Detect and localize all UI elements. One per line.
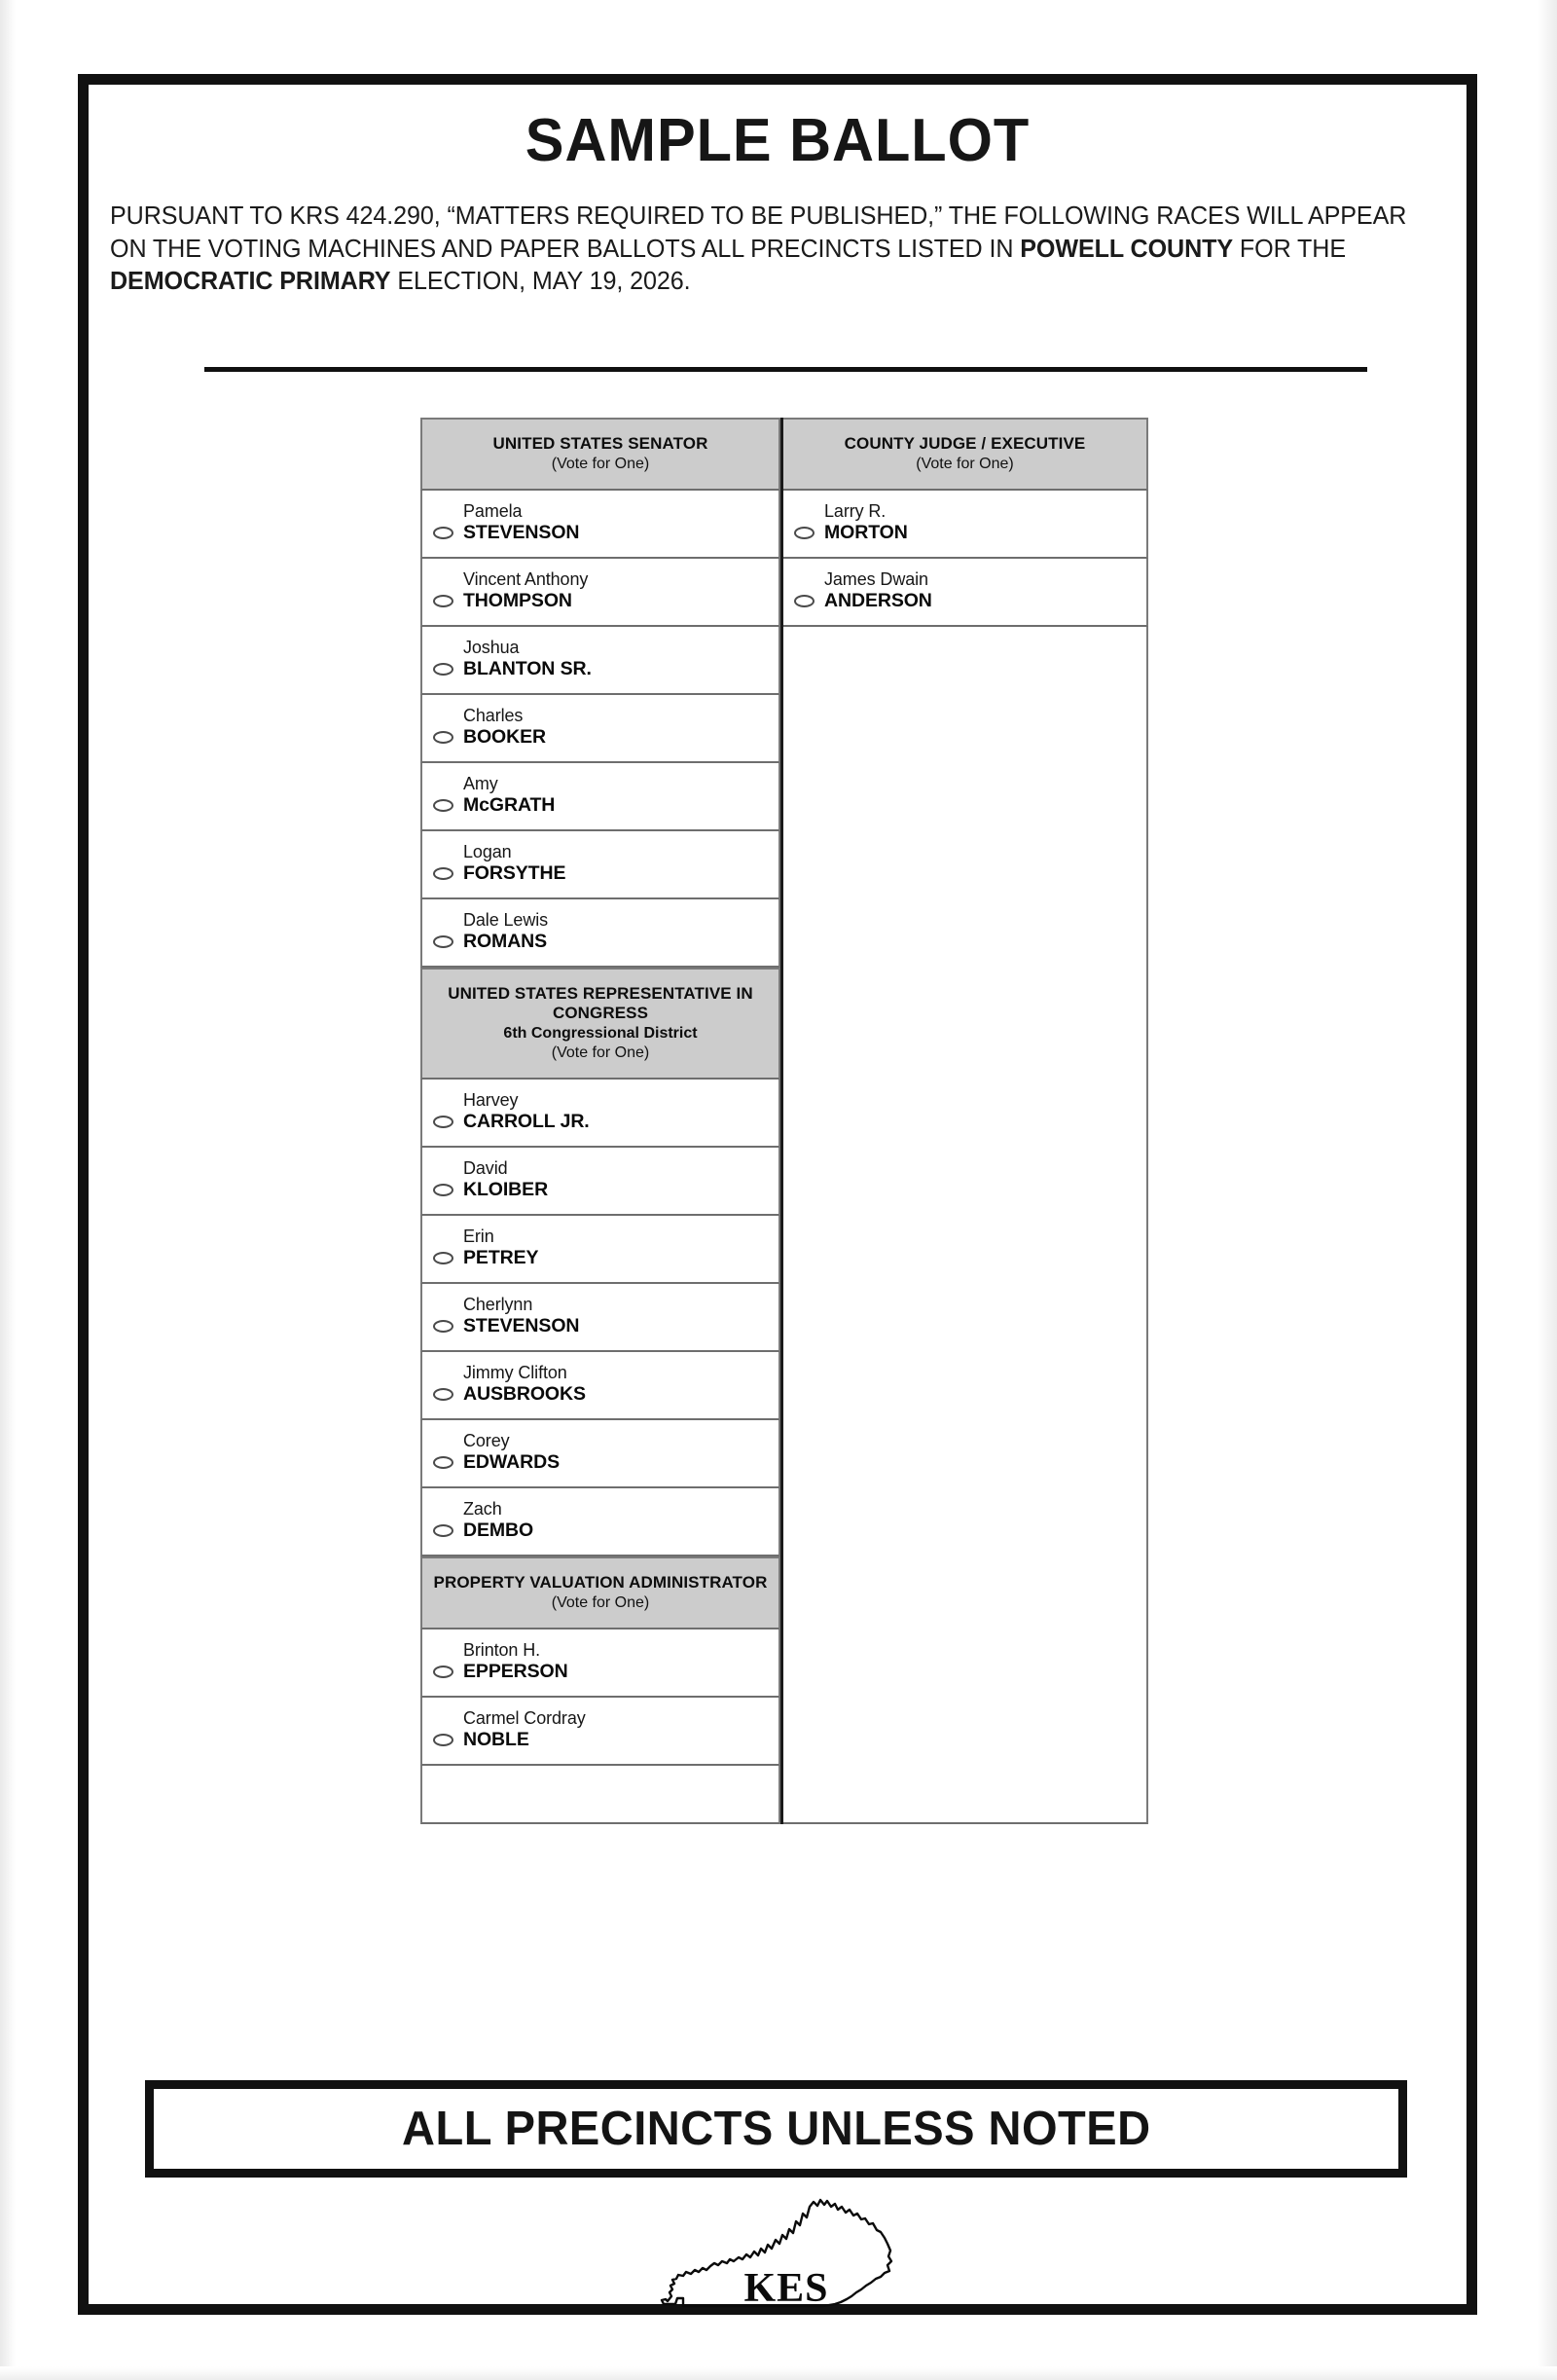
candidate-name-block [824,502,1141,544]
candidate-last-name: EPPERSON [463,1661,568,1683]
contest-vote-for-instruction: (Vote for One) [916,456,1014,473]
contest-office-title: COUNTY JUDGE / EXECUTIVE [844,434,1086,453]
candidate-first-name: Jimmy Clifton [463,1363,567,1383]
candidate-last-name: DEMBO [463,1520,534,1542]
candidate-last-name: PETREY [463,1247,539,1269]
candidate-name-block [463,1641,773,1683]
contest-office-subtitle: 6th Congressional District [503,1025,698,1043]
vote-oval-icon[interactable] [433,799,453,812]
candidate-first-name: Larry R. [824,501,887,522]
vote-oval-icon[interactable] [433,1116,453,1128]
intro-election-type: DEMOCRATIC PRIMARY [110,268,391,296]
candidate-last-name: STEVENSON [463,1315,580,1337]
contest-header [783,418,1148,491]
candidate-row[interactable] [420,763,780,831]
candidate-last-name: McGRATH [463,793,556,816]
candidate-last-name: BLANTON SR. [463,657,592,679]
candidate-row[interactable] [420,1488,780,1556]
candidate-name-block [463,843,773,885]
candidate-row[interactable] [420,1629,780,1698]
candidate-row[interactable] [420,695,780,763]
intro-text-part-3: ELECTION, MAY 19, 2026. [390,268,691,296]
intro-county-name: POWELL COUNTY [1020,235,1234,263]
candidate-name-block [463,707,773,749]
vote-oval-icon[interactable] [433,1456,453,1469]
candidate-row[interactable] [420,1080,780,1148]
candidate-name-block [463,1091,773,1133]
page-edge-shading-right [1538,0,1557,2380]
candidate-last-name: STEVENSON [463,521,580,543]
page-edge-shading-left [0,0,16,2380]
vote-oval-icon[interactable] [433,867,453,880]
candidate-row[interactable] [420,1284,780,1352]
candidate-first-name: Erin [463,1227,494,1247]
ballot-column-left [420,418,783,1824]
vote-oval-icon[interactable] [433,1388,453,1401]
vote-oval-icon[interactable] [433,1184,453,1196]
candidate-name-block [463,639,773,680]
candidate-row[interactable] [420,559,780,627]
candidate-first-name: Cherlynn [463,1295,533,1315]
kes-logo-text: KES [743,2266,829,2311]
ballot-frame [78,74,1477,2315]
candidate-name-block [463,911,773,953]
candidate-row[interactable] [420,1420,780,1488]
candidate-first-name: James Dwain [824,569,928,590]
ballot-column-right [783,418,1148,1824]
candidate-row[interactable] [420,831,780,899]
vote-oval-icon[interactable] [433,595,453,607]
precinct-banner-text: ALL PRECINCTS UNLESS NOTED [401,2103,1151,2155]
candidate-row[interactable] [420,627,780,695]
candidate-row[interactable] [783,559,1148,627]
candidate-last-name: THOMPSON [463,589,572,611]
candidate-first-name: Vincent Anthony [463,569,589,590]
blank-ballot-cell [783,627,1148,1824]
ballot-column-left-contests [420,418,783,1824]
vote-oval-icon[interactable] [794,527,815,539]
candidate-first-name: Corey [463,1431,510,1451]
candidate-last-name: FORSYTHE [463,861,566,884]
candidate-first-name: Pamela [463,501,523,522]
candidate-first-name: Carmel Cordray [463,1708,586,1729]
contest-header [420,418,780,491]
contest-vote-for-instruction: (Vote for One) [551,1044,650,1062]
candidate-row[interactable] [420,491,780,559]
ballot-column-right-contests [783,418,1148,1824]
candidate-row[interactable] [420,1148,780,1216]
candidate-row[interactable] [420,899,780,968]
contest-vote-for-instruction: (Vote for One) [551,456,650,473]
candidate-first-name: Joshua [463,638,520,658]
contest-office-title: PROPERTY VALUATION ADMINISTRATOR [433,1573,768,1593]
candidate-name-block [463,1296,773,1337]
contest-vote-for-instruction: (Vote for One) [551,1594,650,1612]
ballot-content [89,106,1466,2325]
candidate-row[interactable] [420,1216,780,1284]
candidate-name-block [463,570,773,612]
candidate-first-name: David [463,1158,508,1179]
vote-oval-icon[interactable] [433,527,453,539]
candidate-first-name: Logan [463,842,512,862]
candidate-first-name: Zach [463,1499,502,1520]
precinct-banner [145,2080,1407,2178]
candidate-first-name: Harvey [463,1090,519,1111]
candidate-name-block [463,1159,773,1201]
contest-header [420,968,780,1080]
candidate-first-name: Brinton H. [463,1640,541,1661]
candidate-last-name: AUSBROOKS [463,1383,586,1406]
candidate-first-name: Charles [463,706,524,726]
contest-office-title: UNITED STATES REPRESENTATIVE IN CONGRESS [448,984,753,1023]
candidate-first-name: Amy [463,774,498,794]
contest-office-title: UNITED STATES SENATOR [492,434,708,453]
vote-oval-icon[interactable] [433,1524,453,1537]
kes-logo-wrap [646,2189,909,2314]
vote-oval-icon[interactable] [794,595,815,607]
candidate-name-block [463,502,773,544]
candidate-last-name: BOOKER [463,725,546,748]
ballot-intro-paragraph [110,201,1425,299]
intro-text-part-1: PURSUANT TO KRS 424.290, “MATTERS REQUIRED TO BE PUBLISHED,” THE FOLLOWING RACES WILL APPEAR ON THE VOTING MACHINES AND PAPER BALLOTS ALL PRECINCTS LISTED IN [110,202,1407,263]
vote-oval-icon[interactable] [433,1320,453,1333]
candidate-row[interactable] [420,1698,780,1766]
candidate-last-name: CARROLL JR. [463,1111,590,1133]
page-title: SAMPLE BALLOT [525,107,1031,174]
ballot-contest-table [420,418,1148,1824]
candidate-name-block [824,570,1141,612]
vote-oval-icon[interactable] [433,1666,453,1678]
contest-header [420,1556,780,1629]
candidate-name-block [463,1227,773,1269]
blank-ballot-cell [420,1766,780,1824]
candidate-name-block [463,1500,773,1542]
vote-oval-icon[interactable] [433,663,453,676]
vote-oval-icon[interactable] [433,731,453,744]
candidate-name-block [463,1709,773,1751]
vote-oval-icon[interactable] [433,1252,453,1264]
vote-oval-icon[interactable] [433,935,453,948]
candidate-last-name: NOBLE [463,1729,529,1751]
intro-text-part-2: FOR THE [1233,235,1346,263]
candidate-last-name: MORTON [824,521,908,543]
candidate-last-name: KLOIBER [463,1179,549,1201]
candidate-last-name: EDWARDS [463,1451,560,1474]
header-divider-rule [204,367,1367,372]
candidate-name-block [463,1364,773,1406]
candidate-name-block [463,1432,773,1474]
candidate-first-name: Dale Lewis [463,910,549,931]
page-edge-shading-bottom [0,2366,1557,2380]
kes-logo [89,2189,1466,2314]
candidate-last-name: ROMANS [463,930,548,952]
candidate-row[interactable] [420,1352,780,1420]
candidate-name-block [463,775,773,817]
vote-oval-icon[interactable] [433,1734,453,1746]
candidate-last-name: ANDERSON [824,589,932,611]
candidate-row[interactable] [783,491,1148,559]
